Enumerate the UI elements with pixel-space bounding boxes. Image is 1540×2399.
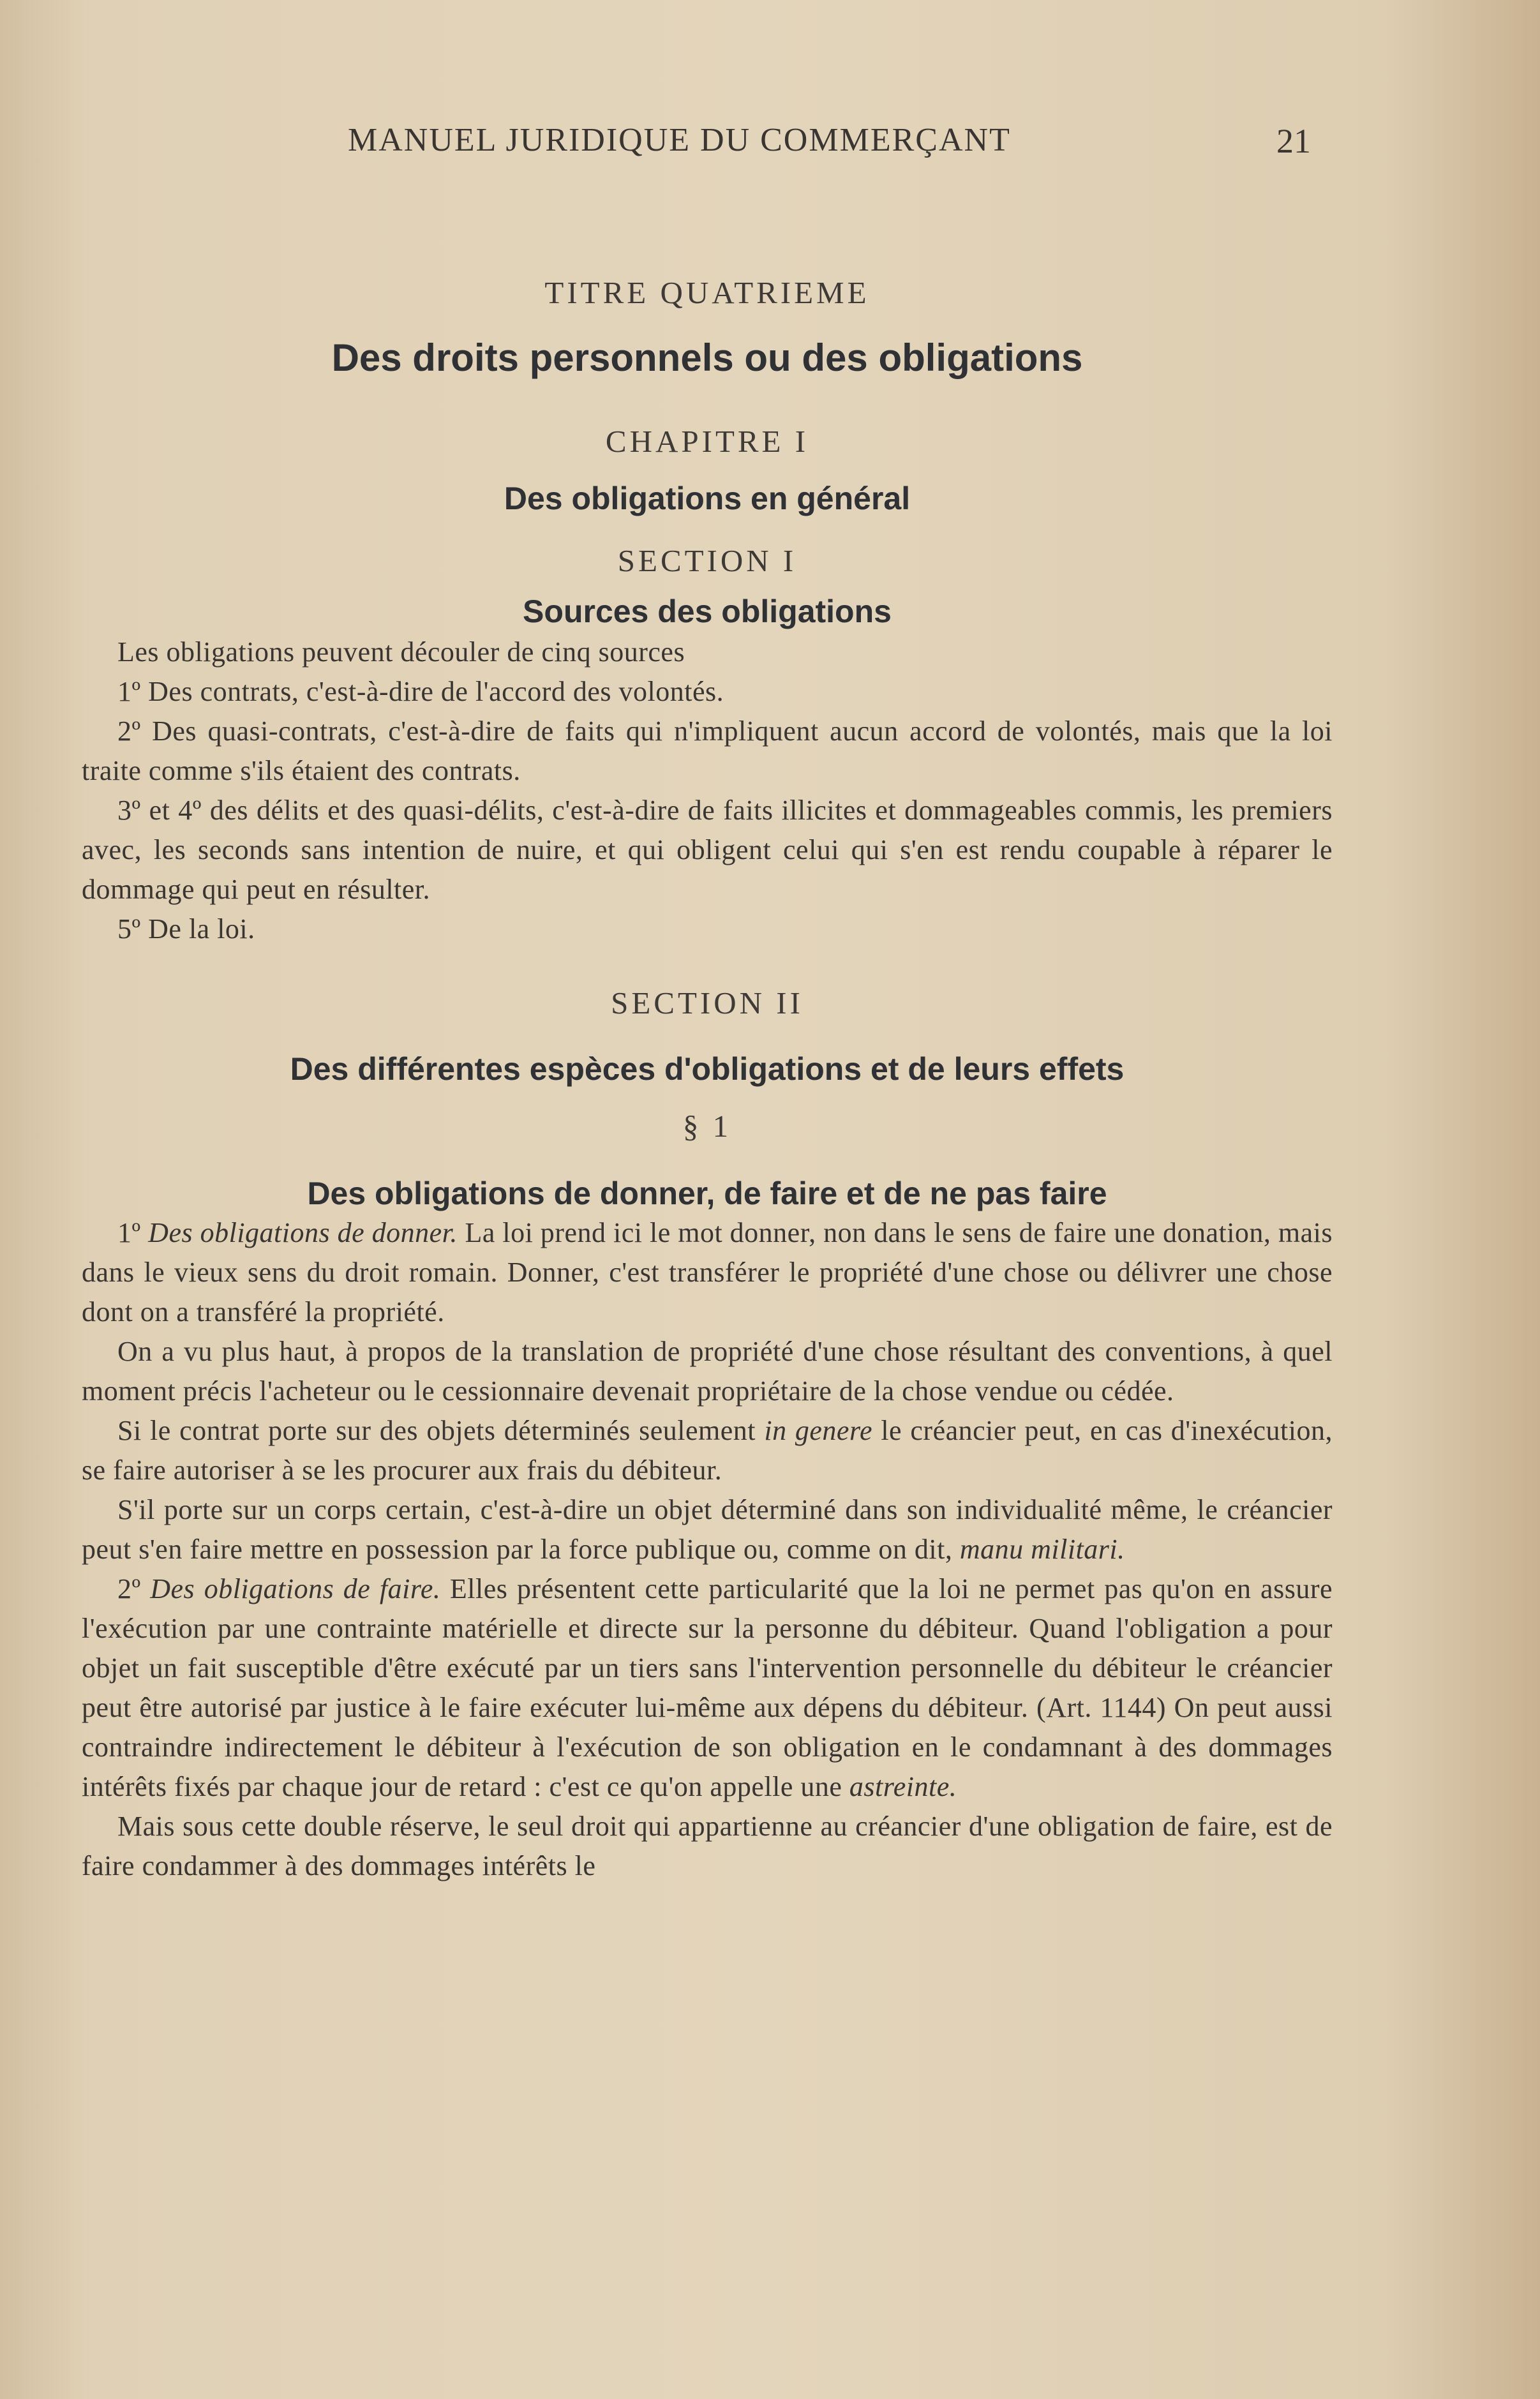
page-content: [82, 268, 1333, 1886]
section2-label: SECTION II: [611, 985, 804, 1020]
titre-label: TITRE QUATRIEME: [544, 275, 870, 310]
paragraph: [82, 1213, 1333, 1332]
chapitre-heading: Des obligations en général: [504, 481, 911, 516]
paragraph-mark: § 1: [682, 1109, 732, 1144]
paragraph-text: Si le contrat porte sur des objets déterminés seulement: [117, 1415, 756, 1446]
paragraph: 3º et 4º des délits et des quasi-délits, c'est-à-dire de faits illicites et dommageables commis, les premiers avec, les seconds sans intention de nuire, et qui obligent celui qui s'en est rendu coupable à réparer le dommage qui peut en résulter.: [82, 795, 1333, 905]
paragraph: Mais sous cette double réserve, le seul droit qui appartienne au créancier d'une obligation de faire, est de faire condammer à des dommages intérêts le: [82, 1811, 1333, 1881]
paragraph: 2º Des quasi-contrats, c'est-à-dire de faits qui n'impliquent aucun accord de volontés, mais que la loi traite comme s'ils étaient des contrats.: [82, 715, 1333, 786]
paragraph-text: La loi prend ici le mot donner, non dans le sens de faire une donation, mais dans le vieux sens du droit romain. Donner, c'est transférer le propriété d'une chose ou délivrer une chose dont on a transféré la propriété.: [82, 1217, 1333, 1327]
paragraph: [82, 1411, 1333, 1490]
paragraph-text: Elles présentent cette particularité que la loi ne permet pas qu'on en assure l'exécution par une contrainte matérielle et directe sur la personne du débiteur. Quand l'obligation a pour objet un fait susceptible d'être exécuté par un tiers sans l'intervention personnelle du débiteur le créancier peut être autorisé par justice à le faire exécuter lui-même aux dépens du débiteur. (Art. 1144) On peut aussi contraindre indirectement le débiteur à l'exécution de son obligation en le condamnant à des dommages intérêts fixés par chaque jour de retard : c'est ce qu'on appelle une: [82, 1573, 1333, 1802]
paragraph-text: le créancier peut, en cas d'inexécution, se faire autoriser à se les procurer aux frais du débiteur.: [82, 1415, 1333, 1486]
italic-term: astreinte.: [849, 1771, 957, 1802]
paragraph: [82, 1490, 1333, 1569]
paragraph: On a vu plus haut, à propos de la translation de propriété d'une chose résultant des conventions, à quel moment précis l'acheteur ou le cessionnaire devenait propriétaire de la chose vendue ou cédée.: [82, 1336, 1333, 1407]
list-number: 2º: [117, 1573, 141, 1604]
list-number: 1º: [117, 1217, 141, 1248]
italic-term: Des obligations de faire.: [150, 1573, 441, 1604]
paragraph: Les obligations peuvent découler de cinq sources: [117, 636, 685, 668]
chapitre-label: CHAPITRE I: [605, 424, 809, 459]
titre-heading: Des droits personnels ou des obligations: [331, 336, 1083, 379]
running-head: [0, 121, 1540, 166]
paragraph: [82, 1569, 1333, 1807]
italic-term: in genere: [764, 1415, 872, 1446]
italic-term: Des obligations de donner.: [148, 1217, 458, 1248]
section2-heading: Des différentes espèces d'obligations et de leurs effets: [290, 1051, 1125, 1087]
running-title: MANUEL JURIDIQUE DU COMMERÇANT: [348, 122, 1011, 158]
page-number: 21: [1276, 122, 1311, 160]
section1-heading: Sources des obligations: [523, 594, 892, 629]
section1-label: SECTION I: [617, 543, 797, 578]
paragraph: 1º Des contrats, c'est-à-dire de l'accord des volontés.: [117, 676, 724, 707]
section2-subheading: Des obligations de donner, de faire et de ne pas faire: [307, 1176, 1107, 1211]
italic-term: manu militari.: [959, 1534, 1125, 1565]
paragraph: 5º De la loi.: [117, 913, 255, 945]
paragraph-text: S'il porte sur un corps certain, c'est-à-dire un objet déterminé dans son individualité même, le créancier peut s'en faire mettre en possession par la force publique ou, comme on dit,: [82, 1494, 1333, 1565]
